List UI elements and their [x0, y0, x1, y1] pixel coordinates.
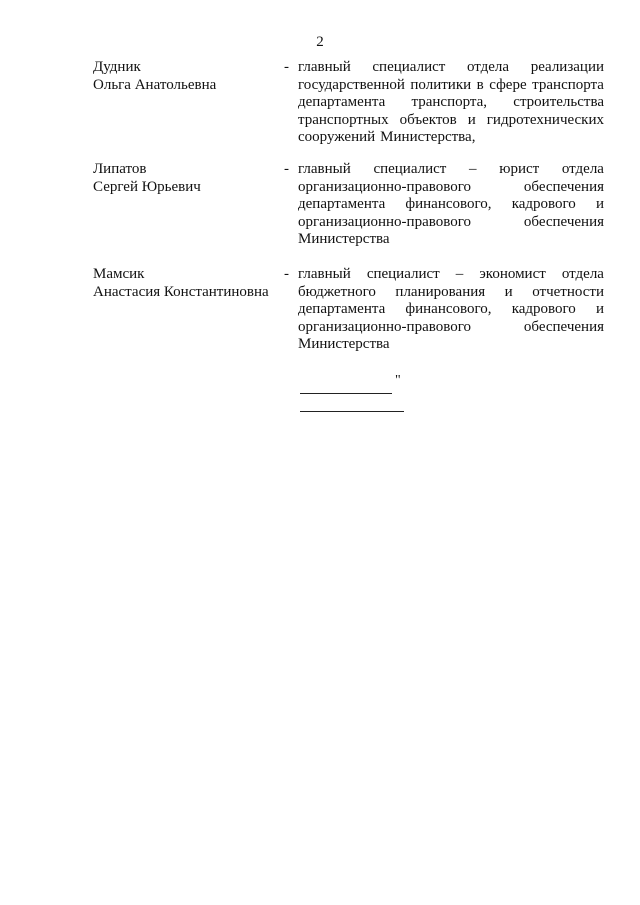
position-word: сфере	[489, 76, 527, 93]
position-word: гидротехнических	[486, 111, 604, 128]
closing-rule-lower	[300, 411, 404, 412]
position-word: кадрового	[511, 301, 576, 318]
position-word: главный	[298, 59, 351, 75]
position-line	[298, 77, 604, 95]
position-word: и	[595, 196, 604, 213]
staff-surname: Липатов	[93, 161, 147, 177]
position-word: отдела	[466, 59, 510, 75]
staff-given-names: Ольга Анатольевна	[93, 76, 217, 93]
staff-position	[298, 161, 604, 249]
position-word: главный	[298, 161, 351, 177]
position-word: обеспечения	[523, 178, 604, 195]
position-line	[298, 196, 604, 214]
position-word: отдела	[561, 266, 604, 282]
staff-position	[298, 266, 604, 354]
position-word: и	[467, 111, 476, 128]
staff-name	[93, 59, 283, 94]
position-word: реализации	[530, 59, 604, 75]
position-line	[298, 336, 604, 354]
position-word: –	[455, 266, 464, 282]
position-word: Министерства	[298, 336, 390, 353]
position-word: транспортных	[298, 111, 389, 128]
position-word: транспорта,	[411, 94, 488, 111]
position-word: юрист	[499, 161, 540, 177]
staff-entry	[0, 161, 640, 261]
position-word: государственной	[298, 76, 405, 93]
position-word: Министерства,	[380, 129, 476, 146]
position-word: обеспечения	[523, 213, 604, 230]
staff-name	[93, 161, 283, 196]
position-word: главный	[298, 266, 351, 282]
dash-separator: -	[284, 59, 289, 75]
position-word: специалист	[366, 266, 440, 282]
position-line	[298, 214, 604, 232]
position-line	[298, 94, 604, 112]
position-word: Министерства	[298, 231, 390, 248]
position-word: организационно-правового	[298, 318, 471, 335]
page-number: 2	[316, 34, 324, 50]
staff-name	[93, 266, 283, 301]
position-line	[298, 112, 604, 130]
position-word: кадрового	[511, 196, 576, 213]
position-word: строительства	[513, 94, 604, 111]
position-line	[298, 301, 604, 319]
position-word: транспорта	[532, 76, 604, 93]
position-word: департамента	[298, 196, 386, 213]
position-word: –	[469, 161, 477, 177]
dash-separator: -	[284, 161, 289, 177]
staff-entry	[0, 266, 640, 366]
position-word: организационно-правового	[298, 178, 471, 195]
position-word: финансового,	[405, 301, 492, 318]
position-line	[298, 266, 604, 284]
position-word: организационно-правового	[298, 213, 471, 230]
staff-position	[298, 59, 604, 147]
position-word: департамента	[298, 94, 386, 111]
position-line	[298, 129, 604, 147]
dash-separator: -	[284, 266, 289, 282]
position-word: специалист	[372, 59, 446, 75]
position-word: обеспечения	[523, 318, 604, 335]
position-line	[298, 319, 604, 337]
position-line	[298, 59, 604, 77]
position-word: департамента	[298, 301, 386, 318]
position-word: финансового,	[405, 196, 492, 213]
position-word: политики	[410, 76, 472, 93]
closing-quote-mark: "	[395, 373, 401, 388]
position-word: отдела	[561, 161, 604, 177]
position-word: объектов	[399, 111, 457, 128]
closing-rule-upper	[300, 393, 392, 394]
staff-entry	[0, 59, 640, 159]
position-line	[298, 284, 604, 302]
position-word: и	[504, 283, 513, 300]
position-word: сооружений	[298, 129, 376, 146]
position-word: экономист	[479, 266, 546, 282]
staff-given-names: Сергей Юрьевич	[93, 178, 201, 195]
position-line	[298, 179, 604, 197]
position-word: отчетности	[532, 283, 604, 300]
position-line	[298, 161, 604, 179]
staff-surname: Дудник	[93, 59, 141, 75]
position-word: и	[595, 301, 604, 318]
position-word: бюджетного	[298, 283, 376, 300]
position-word: в	[476, 76, 484, 93]
position-line	[298, 231, 604, 249]
staff-given-names: Анастасия Константиновна	[93, 283, 269, 300]
staff-surname: Мамсик	[93, 266, 145, 282]
position-word: специалист	[373, 161, 447, 177]
position-word: планирования	[395, 283, 486, 300]
